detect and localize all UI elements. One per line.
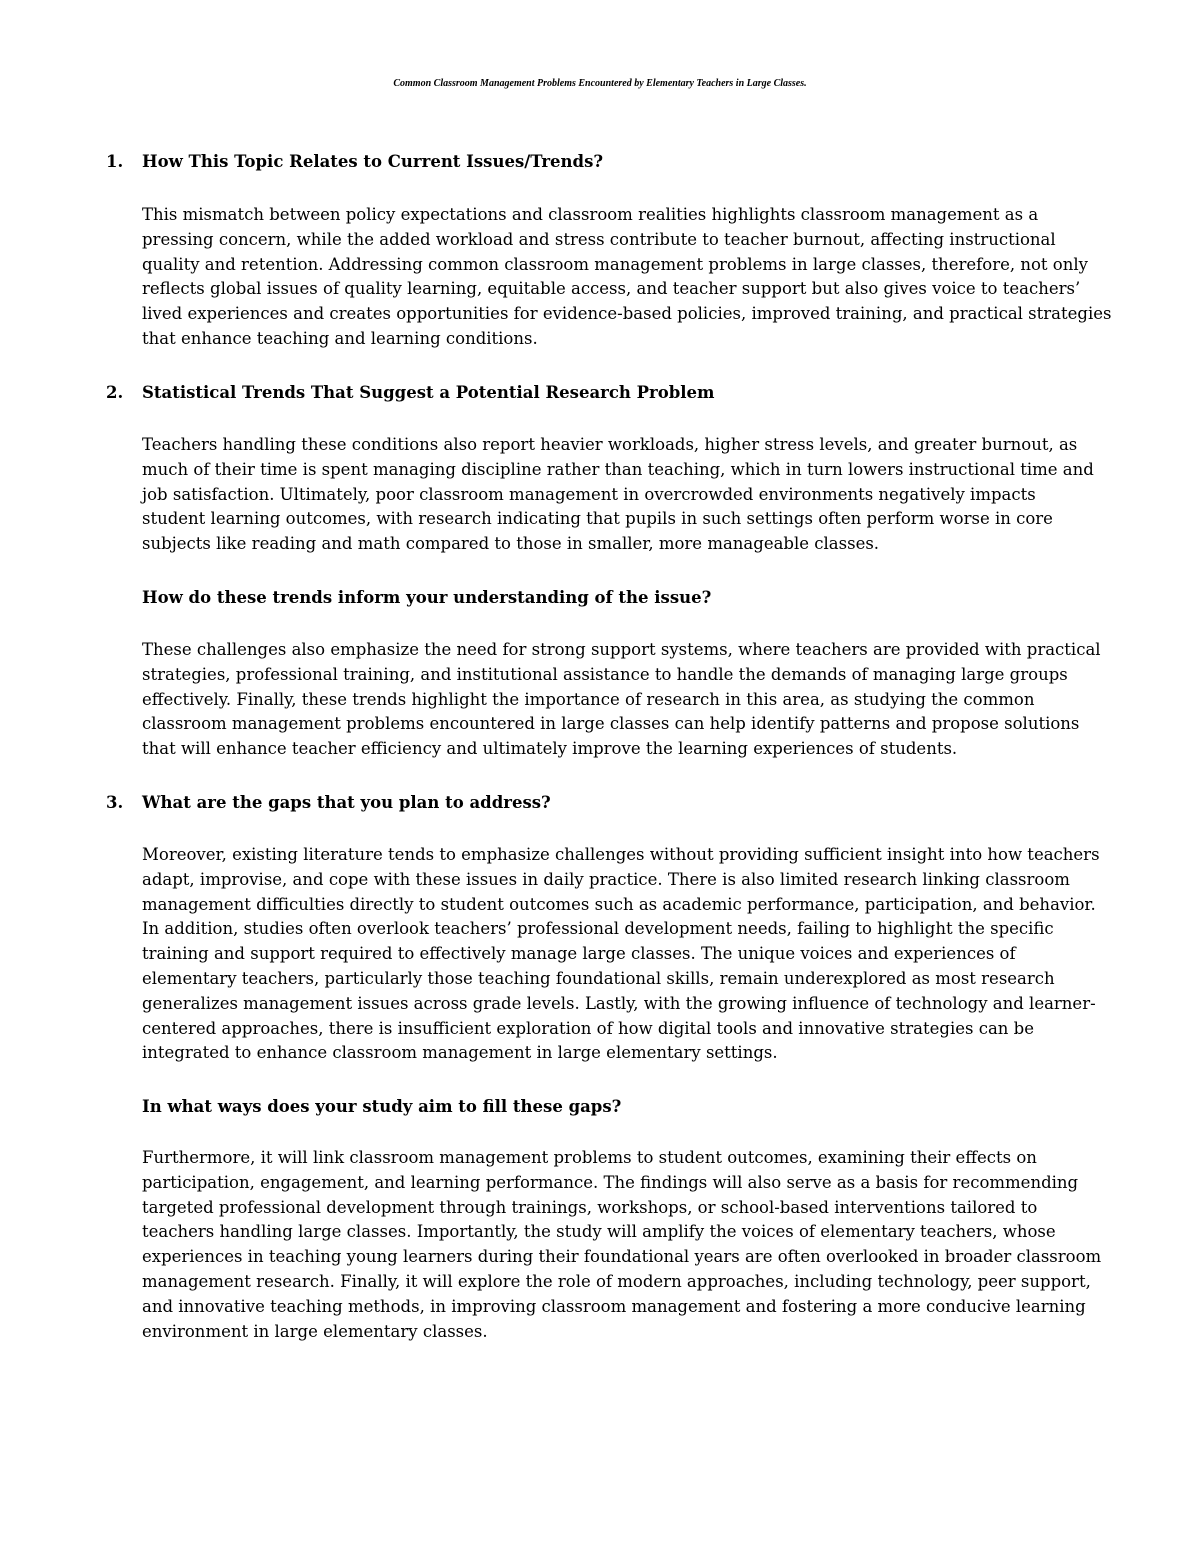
paragraph-line: that enhance teaching and learning conditions.: [142, 328, 538, 348]
paragraph-line: classroom management problems encountered in large classes can help identify patterns and propose solutions: [142, 714, 1080, 734]
paragraph-line: integrated to enhance classroom management in large elementary settings.: [142, 1043, 778, 1063]
paragraph-line: reflects global issues of quality learning, equitable access, and teacher support but also gives voice to teachers’: [142, 279, 1081, 299]
paragraph-line: experiences in teaching young learners during their foundational years are often overlooked in broader classroom: [142, 1247, 1102, 1267]
section-subparagraph: [142, 1146, 1132, 1344]
section-number: 1.: [106, 152, 124, 171]
section-heading: How This Topic Relates to Current Issues/Trends?: [142, 152, 604, 171]
section-paragraph: [142, 843, 1132, 1066]
paragraph-line: student learning outcomes, with research indicating that pupils in such settings often perform worse in core: [142, 509, 1053, 529]
paragraph-line: management difficulties directly to student outcomes such as academic performance, participation, and behavior.: [142, 894, 1096, 914]
paragraph-line: This mismatch between policy expectations and classroom realities highlights classroom management as a: [142, 205, 1039, 224]
paragraph-line: effectively. Finally, these trends highlight the importance of research in this area, as studying the common: [142, 689, 1035, 709]
document-title: Common Classroom Management Problems Encountered by Elementary Teachers in Large Classes.: [393, 78, 807, 89]
paragraph-line: management research. Finally, it will explore the role of modern approaches, including technology, peer support,: [142, 1271, 1091, 1291]
paragraph-line: much of their time is spent managing discipline rather than teaching, which in turn lowers instructional time and: [142, 459, 1094, 479]
paragraph-line: subjects like reading and math compared to those in smaller, more manageable classes.: [142, 534, 880, 554]
section-paragraph: [142, 203, 1132, 352]
section-subheading: In what ways does your study aim to fill these gaps?: [142, 1097, 622, 1116]
paragraph-line: In addition, studies often overlook teachers’ professional development needs, failing to highlight the specific: [142, 919, 1054, 939]
paragraph-line: quality and retention. Addressing common classroom management problems in large classes, therefore, not only: [142, 254, 1088, 274]
paragraph-line: strategies, professional training, and institutional assistance to handle the demands of managing large groups: [142, 664, 1068, 684]
paragraph-line: and innovative teaching methods, in improving classroom management and fostering a more conducive learning: [142, 1296, 1086, 1316]
section-heading: What are the gaps that you plan to address?: [142, 793, 551, 812]
paragraph-line: adapt, improvise, and cope with these issues in daily practice. There is also limited research linking classroom: [142, 869, 1070, 889]
section-number: 3.: [106, 793, 124, 812]
paragraph-line: teachers handling large classes. Importantly, the study will amplify the voices of elementary teachers, whose: [142, 1222, 1056, 1242]
paragraph-line: targeted professional development through trainings, workshops, or school-based interventions tailored to: [142, 1197, 1038, 1217]
paragraph-line: training and support required to effectively manage large classes. The unique voices and experiences of: [142, 944, 1016, 964]
section-paragraph: [142, 433, 1132, 557]
section-subheading: How do these trends inform your understanding of the issue?: [142, 588, 712, 607]
paragraph-line: generalizes management issues across grade levels. Lastly, with the growing influence of technology and learner-: [142, 993, 1096, 1013]
paragraph-line: pressing concern, while the added workload and stress contribute to teacher burnout, affecting instructional: [142, 229, 1056, 249]
section-number: 2.: [106, 383, 124, 402]
paragraph-line: job satisfaction. Ultimately, poor classroom management in overcrowded environments negatively impacts: [142, 484, 1036, 504]
paragraph-line: that will enhance teacher efficiency and ultimately improve the learning experiences of students.: [142, 739, 958, 759]
paragraph-line: participation, engagement, and learning performance. The findings will also serve as a basis for recommending: [142, 1172, 1079, 1192]
paragraph-line: centered approaches, there is insufficient exploration of how digital tools and innovative strategies can be: [142, 1018, 1034, 1038]
section-heading: Statistical Trends That Suggest a Potential Research Problem: [142, 383, 715, 402]
paragraph-line: environment in large elementary classes.: [142, 1321, 488, 1341]
paragraph-line: Moreover, existing literature tends to emphasize challenges without providing sufficient insight into how teachers: [142, 845, 1100, 864]
paragraph-line: Furthermore, it will link classroom management problems to student outcomes, examining their effects on: [142, 1148, 1037, 1167]
paragraph-line: These challenges also emphasize the need for strong support systems, where teachers are provided with practical: [142, 640, 1101, 659]
paragraph-line: elementary teachers, particularly those teaching foundational skills, remain underexplored as most research: [142, 968, 1055, 988]
paragraph-line: Teachers handling these conditions also report heavier workloads, higher stress levels, and greater burnout, as: [142, 435, 1078, 454]
section-subparagraph: [142, 638, 1132, 762]
paragraph-line: lived experiences and creates opportunities for evidence-based policies, improved training, and practical strategies: [142, 304, 1112, 324]
